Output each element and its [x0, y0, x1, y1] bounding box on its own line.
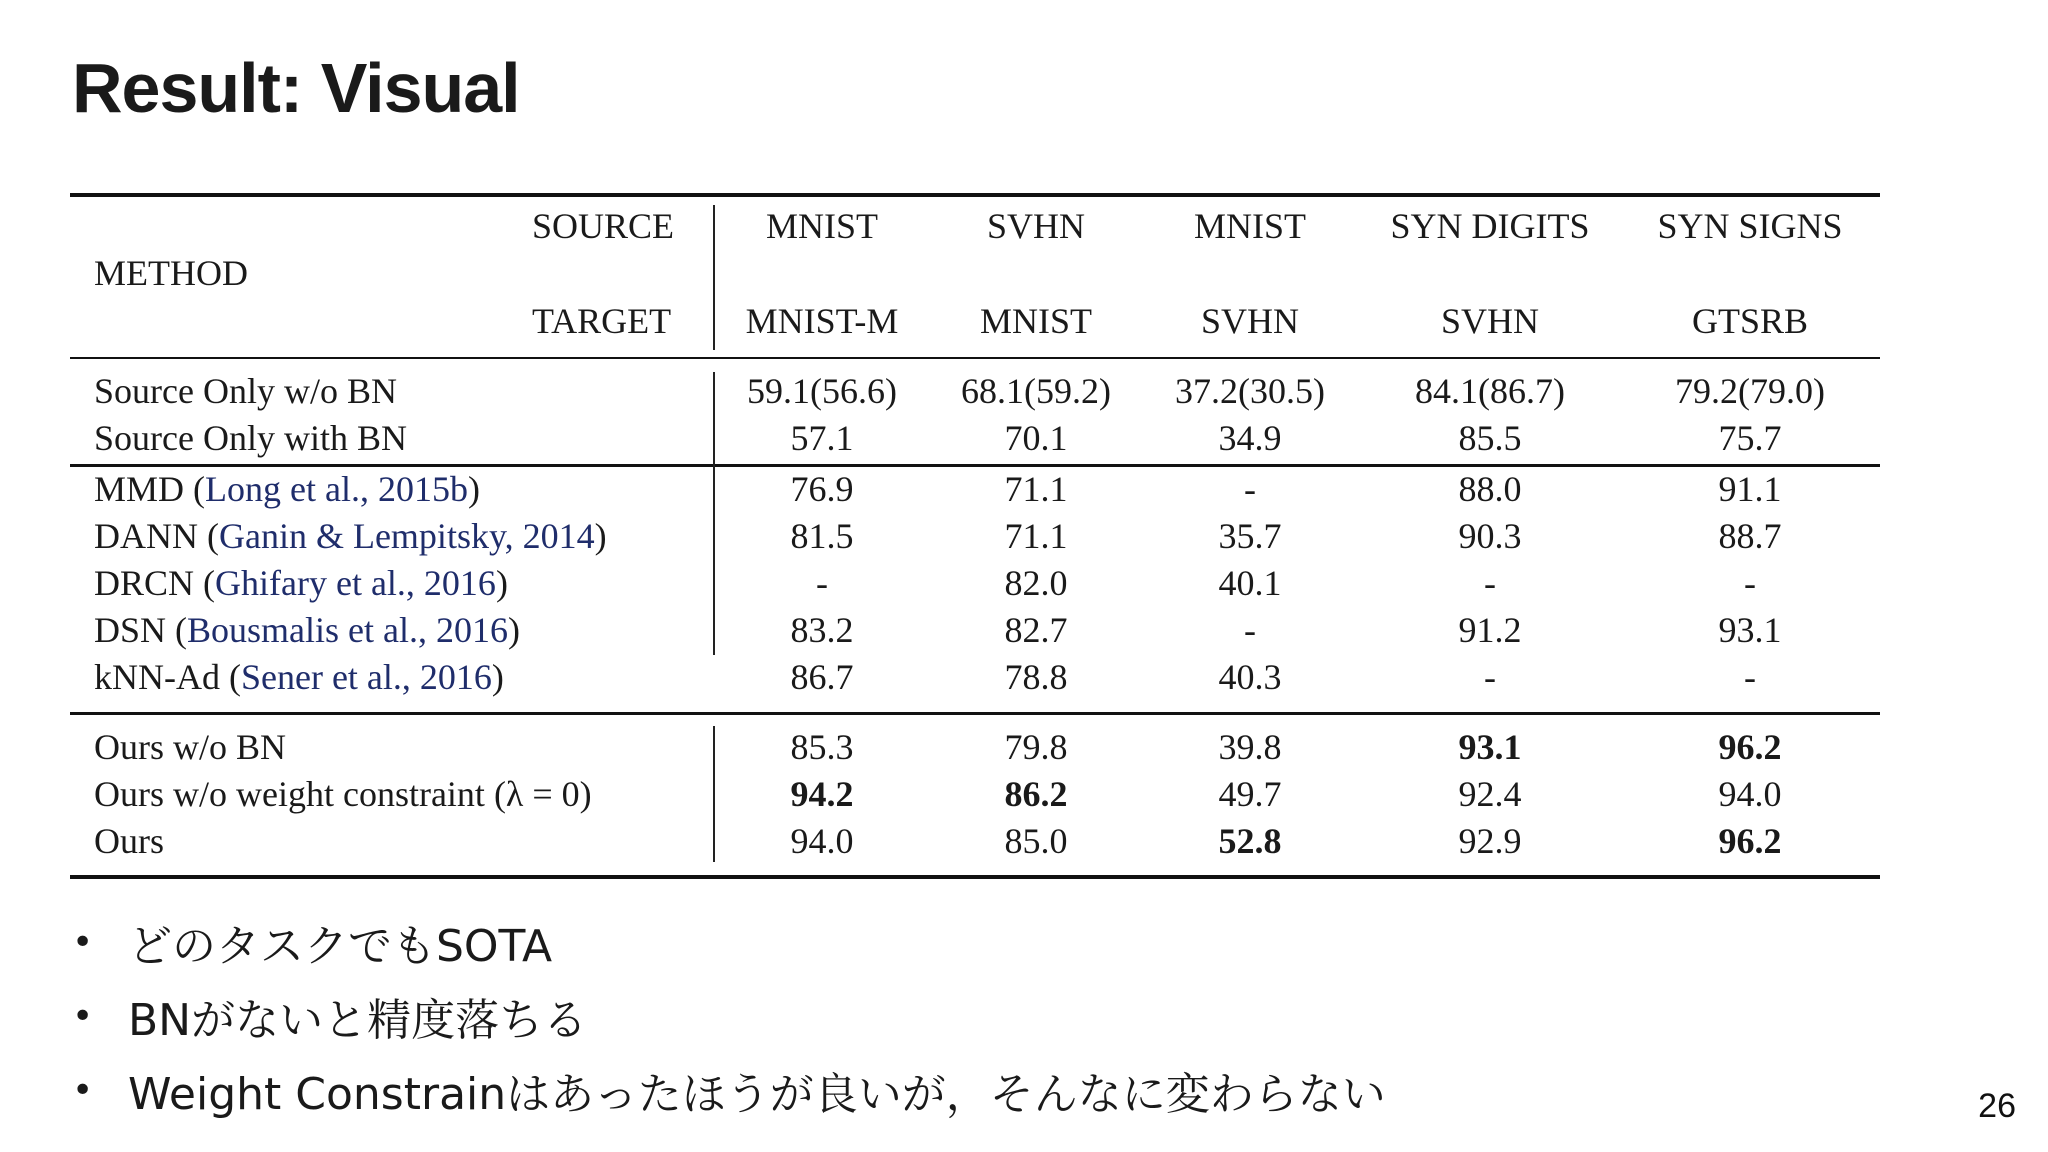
table-cell: 86.2 [1004, 774, 1068, 814]
table-cell: 79.2(79.0) [1675, 371, 1825, 411]
table-cell: 92.4 [1458, 774, 1522, 814]
table-cell: 81.5 [790, 516, 854, 556]
table-cell: - [1484, 657, 1496, 697]
citation-close: ) [508, 610, 520, 650]
table-cell: 79.8 [1004, 727, 1068, 767]
table-cell: - [1244, 610, 1256, 650]
method-name-text: DRCN ( [94, 563, 216, 603]
table-cell: 96.2 [1718, 727, 1782, 767]
table-cell: 39.8 [1218, 727, 1282, 767]
table-cell: 86.7 [790, 657, 854, 697]
method-name-text: Ours w/o BN [94, 727, 287, 767]
table-top-rule [70, 193, 1880, 197]
table-cell: 94.0 [790, 821, 854, 861]
bullet-dot: • [72, 1069, 94, 1111]
results-table [70, 190, 1880, 884]
method-name [94, 773, 592, 815]
bullet-item [72, 979, 1386, 1053]
citation-link[interactable]: Sener et al., 2016 [240, 657, 492, 697]
method-name [94, 656, 504, 698]
method-name-text: DANN ( [94, 516, 219, 556]
column-source-2: SVHN [986, 206, 1085, 246]
table-cell: 71.1 [1004, 516, 1068, 556]
method-name-text: Source Only w/o BN [94, 371, 397, 411]
table-cell: - [816, 563, 828, 603]
bullet-item [72, 905, 1386, 979]
method-name-text: DSN ( [94, 610, 188, 650]
table-cell: 91.2 [1458, 610, 1522, 650]
table-cell: 57.1 [790, 418, 854, 458]
table-bottom-rule [70, 875, 1880, 879]
citation-close: ) [467, 469, 480, 509]
table-cell: 52.8 [1218, 821, 1282, 861]
table-cell: 84.1(86.7) [1415, 371, 1565, 411]
table-cell: 94.2 [790, 774, 854, 814]
header-bottom-rule [70, 357, 1880, 359]
bullet-text: どのタスクでもSOTA [128, 921, 553, 972]
column-target-3: SVHN [1200, 301, 1299, 341]
slide-title: Result: Visual [72, 49, 520, 127]
method-name [94, 726, 286, 768]
bullet-dot: • [72, 921, 94, 963]
table-cell: 90.3 [1458, 516, 1522, 556]
table-cell: 93.1 [1718, 610, 1782, 650]
table-cell: 91.1 [1718, 469, 1782, 509]
page-number: 26 [1978, 1087, 2016, 1125]
table-cell: 75.7 [1718, 418, 1782, 458]
table-cell: 40.3 [1218, 657, 1282, 697]
column-target-4: SVHN [1440, 301, 1539, 341]
table-cell: 93.1 [1458, 727, 1522, 767]
citation-link[interactable]: Ghifary et al., 2016 [215, 563, 496, 603]
table-cell: 85.5 [1458, 418, 1522, 458]
citation-close: ) [495, 563, 508, 603]
table-cell: 49.7 [1218, 774, 1282, 814]
table-cell: - [1744, 657, 1756, 697]
bullet-text: Weight Constrainはあったほうが良いが，そんなに変わらない [128, 1069, 1386, 1120]
table-cell: 71.1 [1004, 469, 1068, 509]
method-name-text: MMD ( [94, 469, 206, 509]
table-cell: 35.7 [1218, 516, 1282, 556]
bullet-list [72, 905, 1386, 1127]
method-label: METHOD [94, 253, 248, 293]
column-source-1: MNIST [765, 206, 878, 246]
citation-link[interactable]: Long et al., 2015b [205, 469, 468, 509]
bullet-text: BNがないと精度落ちる [128, 995, 588, 1046]
citation-close: ) [594, 516, 607, 556]
column-target-2: MNIST [979, 301, 1092, 341]
table-cell: 85.0 [1004, 821, 1068, 861]
bullet-dot: • [72, 995, 94, 1037]
method-name-text: Source Only with BN [94, 418, 407, 458]
citation-close: ) [491, 657, 504, 697]
target-label: TARGET [532, 301, 672, 341]
table-cell: 34.9 [1218, 418, 1282, 458]
table-cell: 88.0 [1458, 469, 1522, 509]
table-cell: 76.9 [790, 469, 854, 509]
method-name [94, 515, 607, 557]
table-cell: 83.2 [790, 610, 854, 650]
table-cell: 82.7 [1004, 610, 1068, 650]
group-rule-1 [70, 464, 1880, 467]
table-cell: - [1244, 469, 1256, 509]
method-name [94, 562, 508, 604]
table-cell: 94.0 [1718, 774, 1782, 814]
table-cell: 68.1(59.2) [961, 371, 1111, 411]
table-cell: 37.2(30.5) [1175, 371, 1325, 411]
group-rule-2 [70, 712, 1880, 715]
method-name-text: Ours w/o weight constraint (λ = 0) [94, 774, 592, 814]
bullet-item [72, 1053, 1386, 1127]
column-target-5: GTSRB [1691, 301, 1809, 341]
table-cell: - [1744, 563, 1756, 603]
table-cell: 88.7 [1718, 516, 1782, 556]
method-name [94, 820, 164, 862]
table-cell: 59.1(56.6) [747, 371, 897, 411]
table-cell: 92.9 [1458, 821, 1522, 861]
table-cell: 96.2 [1718, 821, 1782, 861]
table-cell: 78.8 [1004, 657, 1068, 697]
citation-link[interactable]: Ganin & Lempitsky, 2014 [218, 516, 595, 556]
method-name [94, 468, 480, 510]
citation-link[interactable]: Bousmalis et al., 2016 [187, 610, 508, 650]
column-source-5: SYN SIGNS [1657, 206, 1843, 246]
column-source-4: SYN DIGITS [1390, 206, 1590, 246]
method-name-text: Ours [94, 821, 164, 861]
column-target-1: MNIST-M [745, 301, 899, 341]
table-cell: 40.1 [1218, 563, 1282, 603]
table-cell: 70.1 [1004, 418, 1068, 458]
method-name-text: kNN-Ad ( [94, 657, 241, 697]
source-label: SOURCE [532, 206, 675, 246]
method-name [94, 417, 407, 459]
table-cell: - [1484, 563, 1496, 603]
table-cell: 85.3 [790, 727, 854, 767]
column-source-3: MNIST [1193, 206, 1306, 246]
method-name [94, 370, 397, 412]
table-cell: 82.0 [1004, 563, 1068, 603]
method-name [94, 609, 520, 651]
